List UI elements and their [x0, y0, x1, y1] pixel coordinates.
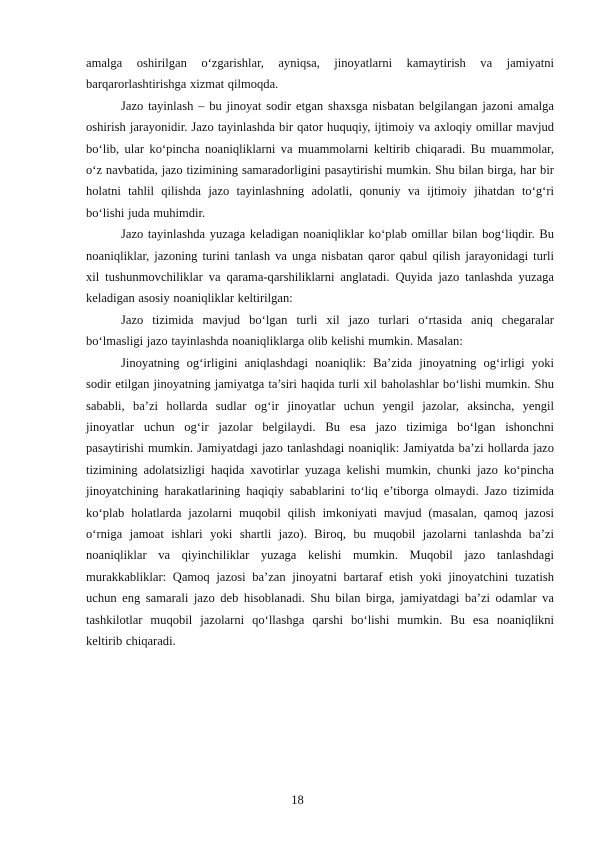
page-number: 18 [291, 793, 304, 807]
paragraph-jazo-tayinlash-definition: Jazo tayinlash – bu jinoyat sodir etgan shaxsga nisbatan belgilangan jazoni amalga oshirish jarayonidir. Jazo tayinlashda bir qator huquqiy, ijtimoiy va axloqiy omillar mavjud bo‘lib, ular ko‘pincha noaniqliklarni va muammolarni keltirib chiqaradi. Bu muammolar, o‘z navbatida, jazo tizimining samaradorligini pasaytirishi mumkin. Shu bilan birga, har bir holatni tahlil qilishda jazo tayinlashning adolatli, qonuniy va ijtimoiy jihatdan to‘g‘ri bo‘lishi juda muhimdir. [86, 98, 554, 220]
paragraph-jazo-turlari-chegaralar: Jazo tizimida mavjud bo‘lgan turli xil jazo turlari o‘rtasida aniq chegaralar bo‘lmasligi jazo tayinlashda noaniqliklarga olib kelishi mumkin. Masalan: [86, 312, 554, 349]
paragraph-noaniqliklar-omillar: Jazo tayinlashda yuzaga keladigan noaniqliklar ko‘plab omillar bilan bog‘liqdir. Bu noaniqliklar, jazoning turini tanlash va unga nisbatan qaror qabul qilish jarayonidagi turli xil tushunmovchiliklar va qarama-qarshiliklarni anglatadi. Quyida jazo tanlashda yuzaga keladigan asosiy noaniqliklar keltirilgan: [86, 227, 554, 306]
paragraph-continuation: amalga oshirilgan o‘zgarishlar, ayniqsa, jinoyatlarni kamaytirish va jamiyatni barqarorlashtirishga xizmat qilmoqda. [86, 56, 554, 92]
page-body [86, 53, 554, 652]
paragraph-jinoyat-ogirligi-noaniqlik: Jinoyatning og‘irligini aniqlashdagi noaniqlik: Ba’zida jinoyatning og‘irligi yoki sodir etilgan jinoyatning jamiyatga ta’siri haqida turli xil baholashlar bo‘lishi mumkin. Shu sababli, ba’zi hollarda sudlar og‘ir jinoyatlar uchun yengil jazolar, aksincha, yengil jinoyatlar uchun og‘ir jazolar belgilaydi. Bu esa jazo tizimiga bo‘lgan ishonchni pasaytirishi mumkin. Jamiyatdagi jazo tanlashdagi noaniqlik: Jamiyatda ba’zi hollarda jazo tizimining adolatsizligi haqida xavotirlar yuzaga kelishi mumkin, chunki jazo ko‘pincha jinoyatchining harakatlarining haqiqiy sabablarini to‘liq e’tiborga olmaydi. Jazo tizimida ko‘plab holatlarda jazolarni muqobil qilish imkoniyati mavjud (masalan, qamoq jazosi o‘rniga jamoat ishlari yoki shartli jazo). Biroq, bu muqobil jazolarni tanlashda ba’zi noaniqliklar va qiyinchiliklar yuzaga kelishi mumkin. Muqobil jazo tanlashdagi murakkabliklar: Qamoq jazosi ba’zan jinoyatni bartaraf etish yoki jinoyatchini tuzatish uchun eng samarali jazo deb hisoblanadi. Shu bilan birga, jamiyatdagi ba’zi odamlar va tashkilotlar muqobil jazolarni qo‘llashga qarshi bo‘lishi mumkin. Bu esa noaniqlikni keltirib chiqaradi. [86, 355, 554, 648]
